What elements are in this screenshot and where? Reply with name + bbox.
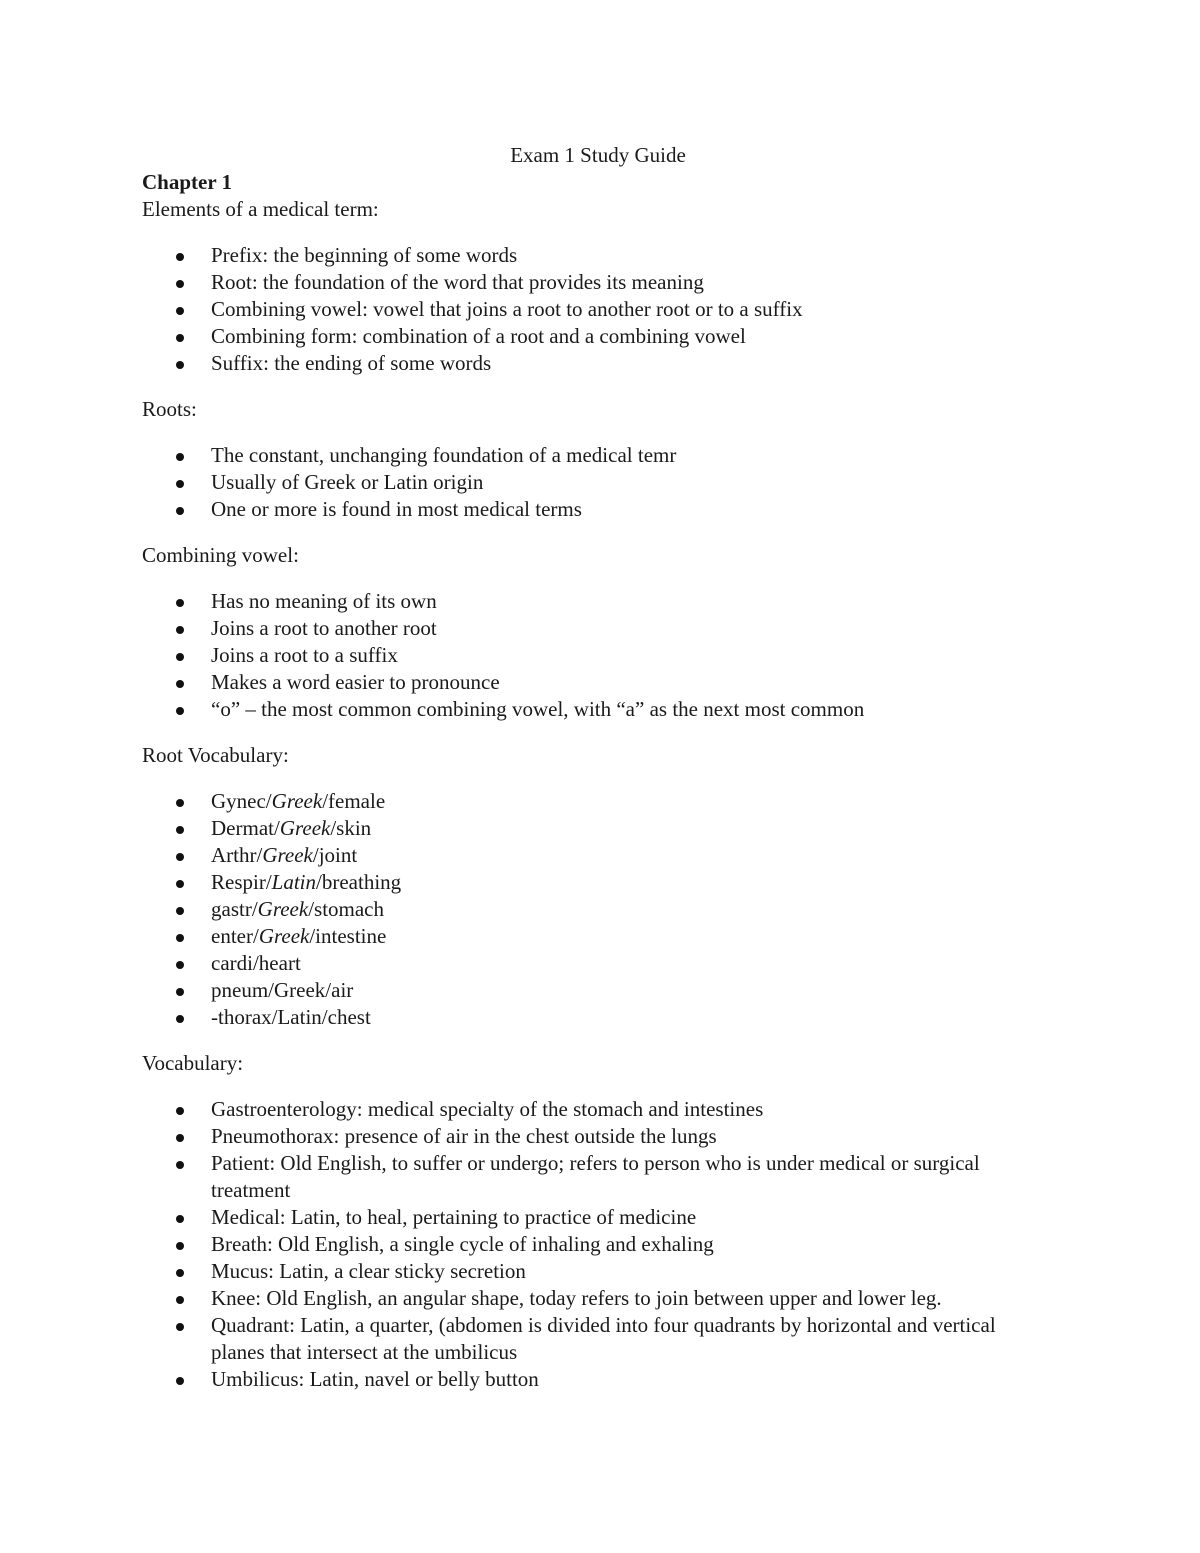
list-item bbox=[142, 788, 1042, 815]
root-meaning: /female bbox=[322, 789, 386, 813]
root-meaning: /intestine bbox=[309, 924, 387, 948]
root-origin: Greek bbox=[257, 897, 309, 921]
root-term: enter/ bbox=[211, 924, 259, 948]
list-item: Gastroenterology: medical specialty of the stomach and intestines bbox=[142, 1096, 1042, 1123]
list-item: One or more is found in most medical terms bbox=[142, 496, 1042, 523]
section-heading-vocabulary: Vocabulary: bbox=[142, 1051, 244, 1075]
list-item: Breath: Old English, a single cycle of inhaling and exhaling bbox=[142, 1231, 1042, 1258]
list-item: Medical: Latin, to heal, pertaining to practice of medicine bbox=[142, 1204, 1042, 1231]
list-item: -thorax/Latin/chest bbox=[142, 1004, 1042, 1031]
list-item: Suffix: the ending of some words bbox=[142, 350, 1042, 377]
list-item: The constant, unchanging foundation of a medical temr bbox=[142, 442, 1042, 469]
list-item: Combining vowel: vowel that joins a root to another root or to a suffix bbox=[142, 296, 1042, 323]
list-item bbox=[142, 869, 1042, 896]
list-item: Prefix: the beginning of some words bbox=[142, 242, 1042, 269]
list-item: Has no meaning of its own bbox=[142, 588, 1042, 615]
root-meaning: /stomach bbox=[308, 897, 385, 921]
list-item: Umbilicus: Latin, navel or belly button bbox=[142, 1366, 1042, 1393]
list-item bbox=[142, 923, 1042, 950]
chapter-heading: Chapter 1 bbox=[142, 170, 233, 194]
section-heading-root-vocabulary: Root Vocabulary: bbox=[142, 743, 289, 767]
list-item bbox=[142, 815, 1042, 842]
roots-list bbox=[142, 442, 1042, 523]
root-term: Gynec/ bbox=[211, 789, 272, 813]
root-term: Dermat/ bbox=[211, 816, 280, 840]
list-item: “o” – the most common combining vowel, with “a” as the next most common bbox=[142, 696, 1042, 723]
document-page bbox=[142, 142, 1042, 1393]
list-item: Joins a root to a suffix bbox=[142, 642, 1042, 669]
section-heading-elements: Elements of a medical term: bbox=[142, 197, 379, 221]
list-item: Root: the foundation of the word that provides its meaning bbox=[142, 269, 1042, 296]
list-item bbox=[142, 842, 1042, 869]
root-origin: Greek bbox=[262, 843, 313, 867]
page-title: Exam 1 Study Guide bbox=[510, 143, 686, 167]
root-term: gastr/ bbox=[211, 897, 258, 921]
list-item: Quadrant: Latin, a quarter, (abdomen is divided into four quadrants by horizontal and vertical planes that intersect at the umbilicus bbox=[142, 1312, 1042, 1366]
root-origin: Greek bbox=[271, 789, 323, 813]
list-item: Pneumothorax: presence of air in the chest outside the lungs bbox=[142, 1123, 1042, 1150]
list-item: pneum/Greek/air bbox=[142, 977, 1042, 1004]
root-meaning: /joint bbox=[312, 843, 358, 867]
list-item: Usually of Greek or Latin origin bbox=[142, 469, 1042, 496]
combining-vowel-list bbox=[142, 588, 1042, 723]
vocabulary-list bbox=[142, 1096, 1042, 1393]
list-item: Combining form: combination of a root and a combining vowel bbox=[142, 323, 1042, 350]
root-origin: Greek bbox=[258, 924, 310, 948]
section-heading-roots: Roots: bbox=[142, 397, 197, 421]
list-item bbox=[142, 896, 1042, 923]
elements-list bbox=[142, 242, 1042, 377]
list-item: Makes a word easier to pronounce bbox=[142, 669, 1042, 696]
root-meaning: /skin bbox=[330, 816, 372, 840]
root-meaning: /breathing bbox=[316, 870, 402, 894]
list-item: Mucus: Latin, a clear sticky secretion bbox=[142, 1258, 1042, 1285]
list-item: Patient: Old English, to suffer or undergo; refers to person who is under medical or surgical treatment bbox=[142, 1150, 1042, 1204]
root-term: Respir/ bbox=[211, 870, 272, 894]
list-item: cardi/heart bbox=[142, 950, 1042, 977]
list-item: Knee: Old English, an angular shape, today refers to join between upper and lower leg. bbox=[142, 1285, 1042, 1312]
section-heading-combining-vowel: Combining vowel: bbox=[142, 543, 299, 567]
root-vocabulary-list bbox=[142, 788, 1042, 1031]
root-term: Arthr/ bbox=[211, 843, 263, 867]
root-origin: Greek bbox=[279, 816, 331, 840]
list-item: Joins a root to another root bbox=[142, 615, 1042, 642]
root-origin: Latin bbox=[271, 870, 317, 894]
